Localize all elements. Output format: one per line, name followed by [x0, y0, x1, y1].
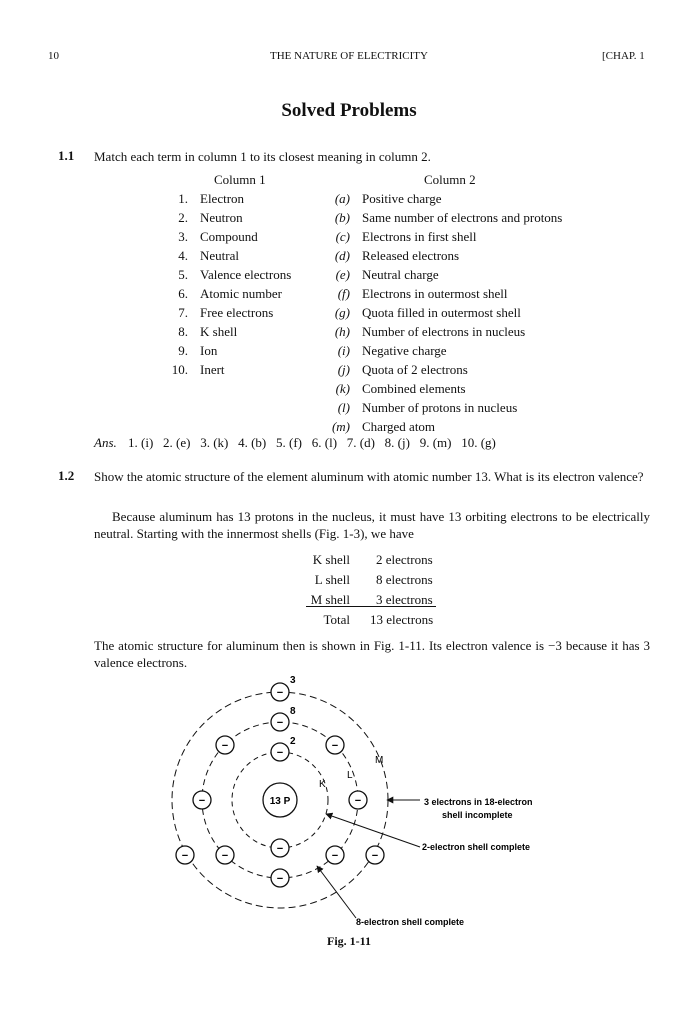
electron-sign: − [276, 873, 284, 885]
running-title: THE NATURE OF ELECTRICITY [270, 50, 428, 62]
problem-1-2-paragraph-2: The atomic structure for aluminum then is shown in Fig. 1-11. Its electron valence is −3 because it has 3 valence electrons. [94, 638, 650, 670]
column-1-number: 7. [178, 305, 188, 320]
l-shell-label: L [347, 770, 353, 781]
column-1-term: K shell [200, 324, 238, 339]
column-2-letter: (c) [335, 229, 350, 244]
column-1-term: Valence electrons [200, 267, 292, 282]
callout-k-text: 2-electron shell complete [422, 842, 531, 852]
shell-name: L shell [314, 572, 350, 587]
figure-caption: Fig. 1-11 [327, 934, 371, 948]
column-2-meaning: Positive charge [362, 191, 442, 206]
callout-arrow-l-shell [317, 866, 356, 918]
problem-1-2-paragraph-1: Because aluminum has 13 protons in the nucleus, it must have 13 orbiting electrons to be electrically neutral. Starting with the innermost shells (Fig. 1-3), we have [94, 509, 650, 541]
column-2-meaning: Charged atom [362, 419, 436, 434]
answers-list: 1. (i) 2. (e) 3. (k) 4. (b) 5. (f) 6. (l) 7. (d) 8. (j) 9. (m) 10. (g) [128, 435, 496, 450]
problem-1-1-prompt: Match each term in column 1 to its closest meaning in column 2. [94, 149, 431, 164]
column-2-letter: (e) [335, 267, 350, 282]
column-2-meaning: Combined elements [362, 381, 466, 396]
column-2-letter: (d) [334, 248, 350, 263]
shell-name: M shell [310, 592, 350, 607]
column-1-number: 5. [178, 267, 188, 282]
electron-sign: − [276, 717, 284, 729]
column-1-term: Neutron [200, 210, 243, 225]
column-1-term: Inert [200, 362, 225, 377]
column-1-term: Atomic number [200, 286, 282, 301]
answers-label: Ans. [94, 435, 117, 450]
column-2-meaning: Neutral charge [362, 267, 439, 282]
callout-l-text: 8-electron shell complete [356, 917, 465, 927]
callout-m-line-2: shell incomplete [442, 810, 513, 820]
column-1-header: Column 1 [214, 172, 266, 187]
column-2-letter: (k) [335, 381, 350, 396]
shell-name: K shell [312, 552, 350, 567]
column-2-letter: (h) [334, 324, 350, 339]
column-2-meaning: Quota filled in outermost shell [362, 305, 521, 320]
column-1-term: Neutral [200, 248, 239, 263]
middle-count-label: 8 [290, 706, 296, 717]
nucleus-label: 13 P [269, 796, 291, 807]
column-2-meaning: Electrons in outermost shell [362, 286, 508, 301]
column-1-number: 3. [178, 229, 188, 244]
electron-sign: − [221, 850, 229, 862]
column-2-letter: (l) [337, 400, 350, 415]
callout-m-line-1: 3 electrons in 18-electron [424, 797, 533, 807]
m-shell-label: M [375, 755, 384, 766]
column-1-term: Compound [200, 229, 258, 244]
column-1-number: 6. [178, 286, 188, 301]
column-2-header: Column 2 [424, 172, 476, 187]
column-1-number: 1. [178, 191, 188, 206]
shell-electron-count: 3 electrons [376, 592, 433, 607]
section-title: Solved Problems [281, 100, 417, 121]
column-1-number: 10. [171, 362, 188, 377]
column-1-term: Electron [200, 191, 245, 206]
page-number: 10 [48, 50, 59, 62]
total-label: Total [323, 612, 350, 627]
column-2-letter: (j) [337, 362, 350, 377]
problem-number-1-1: 1.1 [58, 148, 75, 163]
total-value: 13 electrons [370, 612, 434, 627]
column-2-meaning: Same number of electrons and protons [362, 210, 563, 225]
callout-arrow-k-shell [326, 814, 420, 847]
electron-sign: − [276, 687, 284, 699]
problem-number-1-2: 1.2 [58, 468, 75, 483]
column-2-letter: (i) [337, 343, 350, 358]
electron-sign: − [331, 850, 339, 862]
chapter-label: [CHAP. 1 [602, 50, 645, 62]
column-2-letter: (a) [334, 191, 350, 206]
column-2-meaning: Released electrons [362, 248, 460, 263]
column-1-term: Free electrons [200, 305, 274, 320]
electron-sign: − [181, 850, 189, 862]
electron-sign: − [331, 740, 339, 752]
shell-electron-count: 8 electrons [376, 572, 433, 587]
column-1-number: 9. [178, 343, 188, 358]
column-2-meaning: Number of protons in nucleus [362, 400, 518, 415]
column-1-number: 8. [178, 324, 188, 339]
electron-sign: − [221, 740, 229, 752]
column-1-number: 2. [178, 210, 188, 225]
electron-sign: − [276, 843, 284, 855]
column-1-term: Ion [200, 343, 218, 358]
column-2-meaning: Number of electrons in nucleus [362, 324, 526, 339]
column-2-letter: (g) [334, 305, 350, 320]
problem-1-2-prompt: Show the atomic structure of the element aluminum with atomic number 13. What is its electron valence? [94, 469, 644, 484]
inner-count-label: 2 [290, 736, 296, 747]
shell-electron-count: 2 electrons [376, 552, 433, 567]
column-2-meaning: Electrons in first shell [362, 229, 477, 244]
k-shell-label: K [319, 779, 326, 790]
electron-sign: − [354, 795, 362, 807]
electron-sign: − [371, 850, 379, 862]
column-1-number: 4. [178, 248, 188, 263]
outer-count-label: 3 [290, 675, 296, 686]
electron-sign: − [198, 795, 206, 807]
column-2-meaning: Negative charge [362, 343, 447, 358]
column-2-meaning: Quota of 2 electrons [362, 362, 468, 377]
column-2-letter: (f) [337, 286, 350, 301]
column-2-letter: (b) [334, 210, 350, 225]
column-2-letter: (m) [331, 419, 350, 434]
electron-sign: − [276, 747, 284, 759]
